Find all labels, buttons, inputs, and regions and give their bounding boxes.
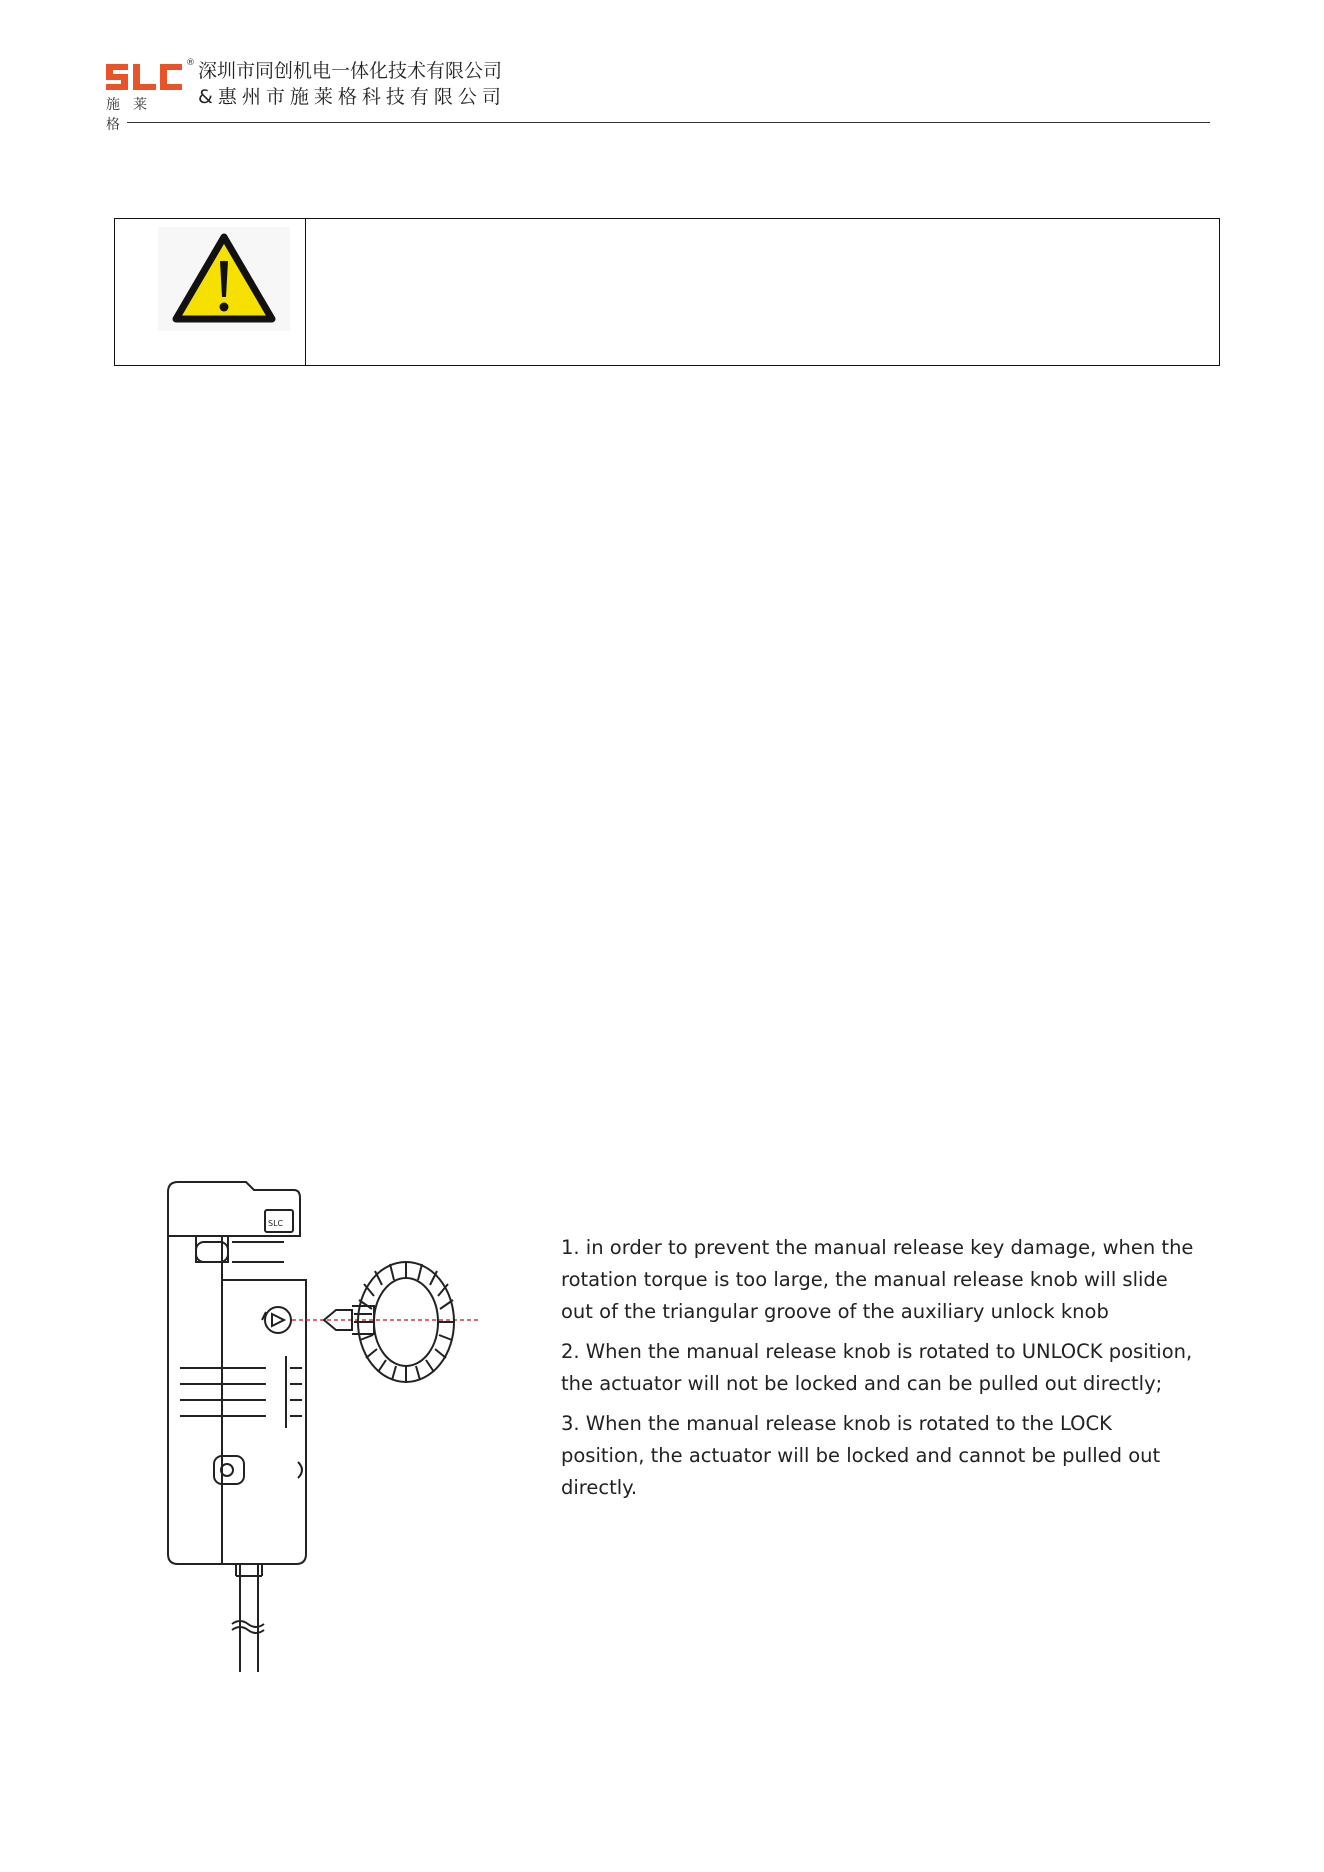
- company-name-line1: 深圳市同创机电一体化技术有限公司: [198, 60, 503, 82]
- page-header: [100, 58, 1206, 133]
- warning-text: [306, 219, 1219, 365]
- warning-triangle-icon: [158, 227, 290, 331]
- note-2: 2. When the manual release knob is rotated to UNLOCK position, the actuator will not be locked and can be pulled out directly;: [561, 1340, 1193, 1395]
- warning-icon-cell: [115, 219, 306, 365]
- slc-logo-mark: [104, 60, 184, 94]
- company-name: [198, 58, 506, 110]
- note-1: 1. in order to prevent the manual release key damage, when the rotation torque is too large, the manual release knob will slide out of the triangular groove of the auxiliary unlock knob: [561, 1236, 1194, 1323]
- header-divider: [127, 122, 1210, 123]
- company-name-line2: &惠州市施莱格科技有限公司: [198, 86, 506, 108]
- actuator-drawing: [150, 1172, 500, 1672]
- actuator-figure: [150, 1172, 500, 1672]
- instruction-notes: [561, 1232, 1201, 1512]
- logo-chinese-name: 施莱格: [106, 97, 160, 133]
- device-label: SLC: [268, 1219, 284, 1228]
- note-3: 3. When the manual release knob is rotated to the LOCK position, the actuator will be locked and cannot be pulled out directly.: [561, 1412, 1161, 1499]
- slc-logo: [104, 58, 195, 133]
- warning-box: [114, 218, 1220, 366]
- registered-mark: ®: [186, 58, 195, 68]
